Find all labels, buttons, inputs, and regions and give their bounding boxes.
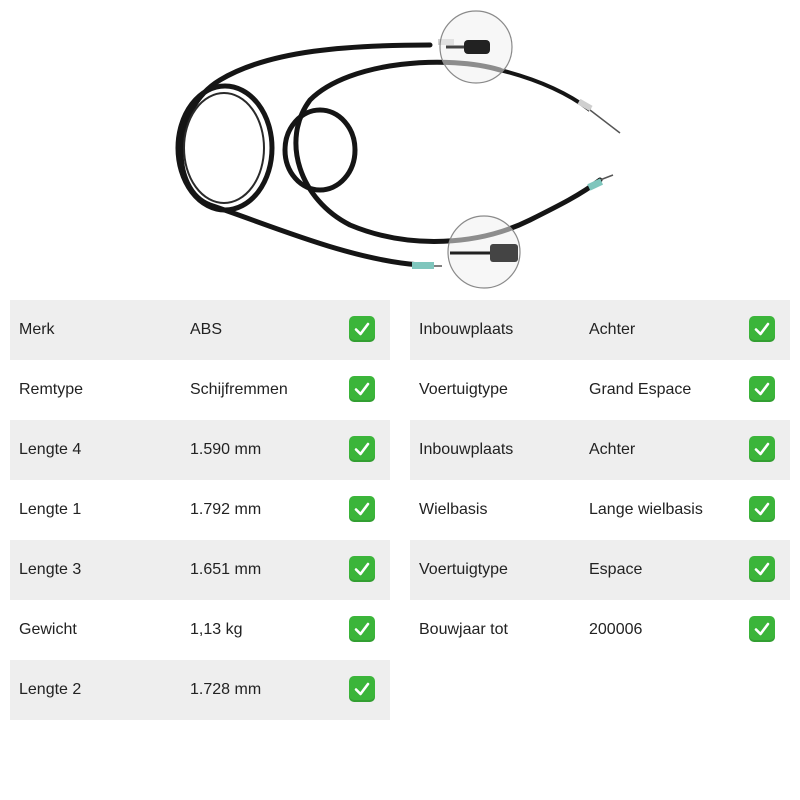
product-image	[150, 0, 650, 295]
spec-row	[410, 300, 790, 360]
spec-row	[10, 300, 390, 360]
spec-value: 1.792 mm	[190, 501, 262, 518]
spec-row	[10, 660, 390, 720]
check-mark-icon	[749, 316, 775, 342]
spec-key: Wielbasis	[419, 501, 488, 518]
spec-row	[10, 540, 390, 600]
spec-key: Lengte 1	[19, 501, 82, 518]
check-mark-icon	[349, 316, 375, 342]
check-mark-icon	[749, 376, 775, 402]
spec-value: ABS	[190, 321, 223, 338]
spec-row	[10, 480, 390, 540]
check-mark-icon	[749, 436, 775, 462]
spec-key: Inbouwplaats	[419, 441, 514, 458]
spec-table-left	[10, 300, 390, 720]
spec-table-right	[410, 300, 790, 660]
spec-row	[410, 540, 790, 600]
spec-value: Lange wielbasis	[589, 501, 703, 518]
brake-cable-illustration	[150, 0, 650, 295]
spec-key: Bouwjaar tot	[419, 621, 508, 638]
check-mark-icon	[349, 376, 375, 402]
spec-value: 1.651 mm	[190, 561, 262, 578]
spec-value: 1.728 mm	[190, 681, 262, 698]
spec-row	[10, 600, 390, 660]
spec-row	[10, 420, 390, 480]
check-mark-icon	[349, 556, 375, 582]
spec-value: Achter	[589, 441, 636, 458]
spec-value: Espace	[589, 561, 643, 578]
spec-row	[410, 420, 790, 480]
check-mark-icon	[349, 616, 375, 642]
check-mark-icon	[349, 496, 375, 522]
spec-key: Lengte 3	[19, 561, 82, 578]
check-mark-icon	[349, 436, 375, 462]
spec-value: 200006	[589, 621, 643, 638]
spec-key: Voertuigtype	[419, 561, 508, 578]
check-mark-icon	[749, 496, 775, 522]
check-mark-icon	[349, 676, 375, 702]
spec-row	[10, 360, 390, 420]
spec-value: Schijfremmen	[190, 381, 288, 398]
check-mark-icon	[749, 616, 775, 642]
spec-key: Voertuigtype	[419, 381, 508, 398]
spec-row	[410, 600, 790, 660]
spec-value: Achter	[589, 321, 636, 338]
spec-value: Grand Espace	[589, 381, 692, 398]
spec-value: 1.590 mm	[190, 441, 262, 458]
spec-row	[410, 360, 790, 420]
spec-value: 1,13 kg	[190, 621, 243, 638]
spec-key: Lengte 4	[19, 441, 82, 458]
spec-key: Lengte 2	[19, 681, 82, 698]
spec-key: Inbouwplaats	[419, 321, 514, 338]
spec-key: Gewicht	[19, 621, 77, 638]
check-mark-icon	[749, 556, 775, 582]
spec-row	[410, 480, 790, 540]
spec-key: Merk	[19, 321, 55, 338]
spec-key: Remtype	[19, 381, 84, 398]
